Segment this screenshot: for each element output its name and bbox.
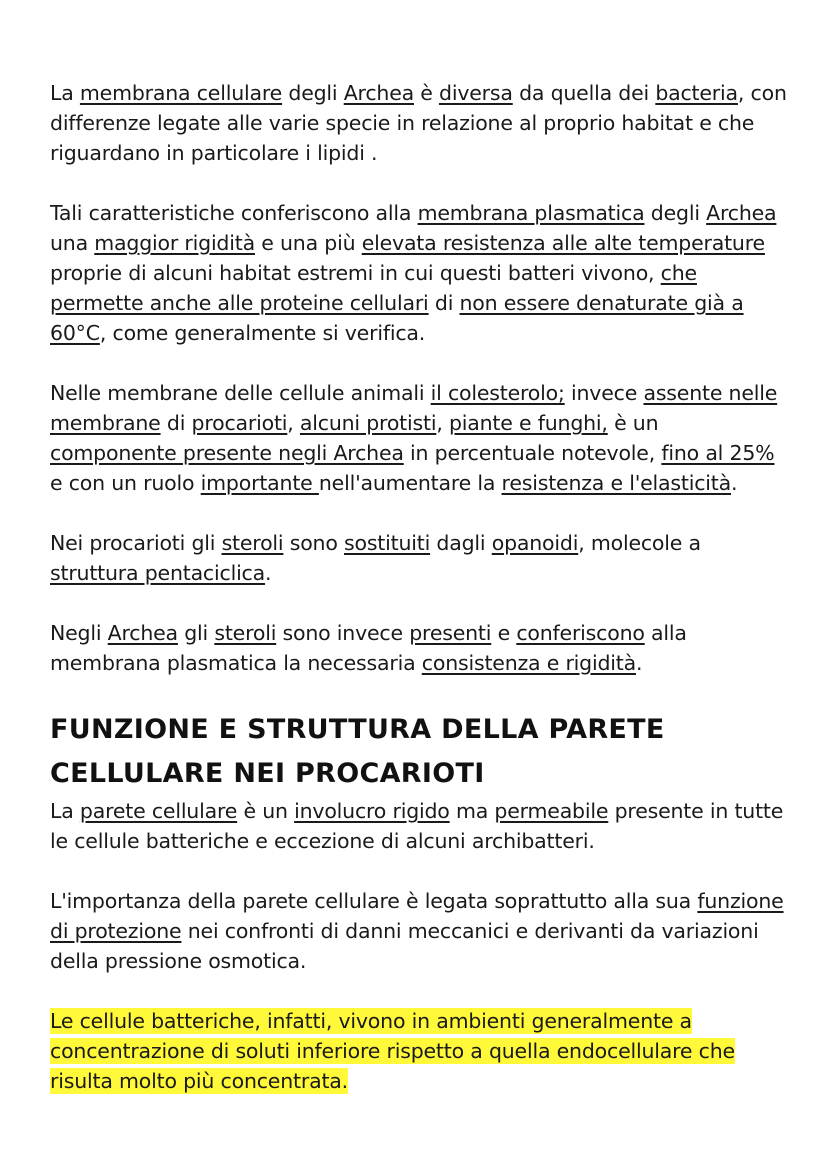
underlined-phrase: Archea	[706, 201, 777, 225]
highlighted-text: Le cellule batteriche, infatti, vivono in ambienti generalmente a concentrazione di soluti inferiore rispetto a quella endocellulare che risulta molto più concentrata.	[50, 1009, 735, 1093]
underlined-phrase: membrana plasmatica	[417, 201, 645, 225]
text-run: sono	[283, 531, 344, 555]
text-run: alla membrana plasmatica la necessaria	[50, 621, 687, 675]
text-run: , con differenze legate alle varie specie in relazione al proprio habitat e che riguardano in particolare i lipidi .	[50, 81, 787, 165]
intro-paragraph	[50, 618, 790, 678]
text-run: ma	[449, 799, 495, 823]
underlined-phrase: piante e funghi,	[448, 411, 608, 435]
text-run: una	[50, 231, 95, 255]
underlined-phrase: involucro rigido	[294, 799, 450, 823]
text-run: è	[413, 81, 440, 105]
section-heading: FUNZIONE E STRUTTURA DELLA PARETE CELLULARE NEI PROCARIOTI	[50, 714, 665, 789]
text-run: nei confronti di danni meccanici e derivanti da variazioni della pressione osmotica.	[50, 919, 759, 973]
underlined-phrase: funzione di protezione	[50, 889, 784, 943]
underlined-phrase: consistenza e rigidità	[421, 651, 636, 675]
underlined-phrase: Archea	[107, 621, 178, 645]
underlined-phrase: resistenza e l'elasticità	[501, 471, 731, 495]
underlined-phrase: diversa	[439, 81, 513, 105]
text-run: .	[636, 651, 643, 675]
underlined-phrase: parete cellulare	[79, 799, 238, 823]
underlined-phrase: opanoidi	[491, 531, 579, 555]
underlined-phrase: steroli	[221, 531, 284, 555]
parete-section	[50, 796, 790, 976]
underlined-phrase: che permette anche alle proteine cellulari	[50, 261, 697, 315]
underlined-phrase: conferiscono	[516, 621, 645, 645]
text-run: ,	[436, 411, 449, 435]
underlined-phrase: Archea	[343, 81, 414, 105]
text-run: Nelle membrane delle cellule animali	[50, 381, 431, 405]
text-run: Nei procarioti gli	[50, 531, 222, 555]
text-run: .	[265, 561, 272, 585]
text-run: gli	[177, 621, 215, 645]
document-page	[50, 78, 790, 1096]
underlined-phrase: procarioti	[191, 411, 288, 435]
intro-paragraph	[50, 378, 790, 498]
text-run: nell'aumentare la	[318, 471, 502, 495]
intro-paragraph	[50, 528, 790, 588]
text-run: in percentuale notevole,	[403, 441, 662, 465]
text-run: da quella dei	[512, 81, 656, 105]
section-paragraph	[50, 796, 790, 856]
underlined-phrase: maggior rigidità	[94, 231, 255, 255]
text-run: dagli	[430, 531, 492, 555]
text-run: L'importanza della parete cellulare è legata soprattutto alla sua	[50, 889, 698, 913]
underlined-phrase: bacteria	[655, 81, 738, 105]
text-run: è un	[607, 411, 659, 435]
text-run: e	[491, 621, 517, 645]
underlined-phrase: il colesterolo;	[430, 381, 565, 405]
underlined-phrase: struttura pentaciclica	[50, 561, 265, 585]
text-run: , molecole a	[578, 531, 701, 555]
text-run: ,	[287, 411, 300, 435]
underlined-phrase: permeabile	[494, 799, 609, 823]
text-run: degli	[644, 201, 707, 225]
text-run: La	[50, 799, 80, 823]
underlined-phrase: assente nelle membrane	[50, 381, 778, 435]
text-run: Negli	[50, 621, 108, 645]
underlined-phrase: non essere denaturate già a 60°C	[50, 291, 744, 345]
text-run: presente in tutte le cellule batteriche e eccezione di alcuni archibatteri.	[50, 799, 784, 853]
highlighted-paragraph	[50, 1006, 790, 1096]
text-run: di	[160, 411, 192, 435]
underlined-phrase: steroli	[214, 621, 277, 645]
text-run: sono invece	[276, 621, 410, 645]
underlined-phrase: presenti	[409, 621, 492, 645]
underlined-phrase: membrana cellulare	[79, 81, 283, 105]
intro-paragraph	[50, 198, 790, 348]
underlined-phrase: importante	[200, 471, 319, 495]
text-run: invece	[564, 381, 644, 405]
text-run: .	[731, 471, 738, 495]
intro-section	[50, 78, 790, 678]
text-run: La	[50, 81, 80, 105]
text-run: e una più	[254, 231, 362, 255]
text-run: è un	[237, 799, 295, 823]
text-run: degli	[282, 81, 344, 105]
section-paragraph	[50, 886, 790, 976]
text-run: , come generalmente si verifica.	[99, 321, 426, 345]
text-run: e con un ruolo	[50, 471, 201, 495]
text-run: proprie di alcuni habitat estremi in cui questi batteri vivono,	[50, 261, 661, 285]
underlined-phrase: fino al 25%	[661, 441, 775, 465]
intro-paragraph	[50, 78, 790, 168]
text-run: Tali caratteristiche conferiscono alla	[50, 201, 418, 225]
underlined-phrase: elevata resistenza alle alte temperature	[361, 231, 765, 255]
underlined-phrase: sostituiti	[344, 531, 431, 555]
underlined-phrase: componente presente negli Archea	[50, 441, 404, 465]
text-run: di	[428, 291, 460, 315]
underlined-phrase: alcuni protisti	[299, 411, 437, 435]
